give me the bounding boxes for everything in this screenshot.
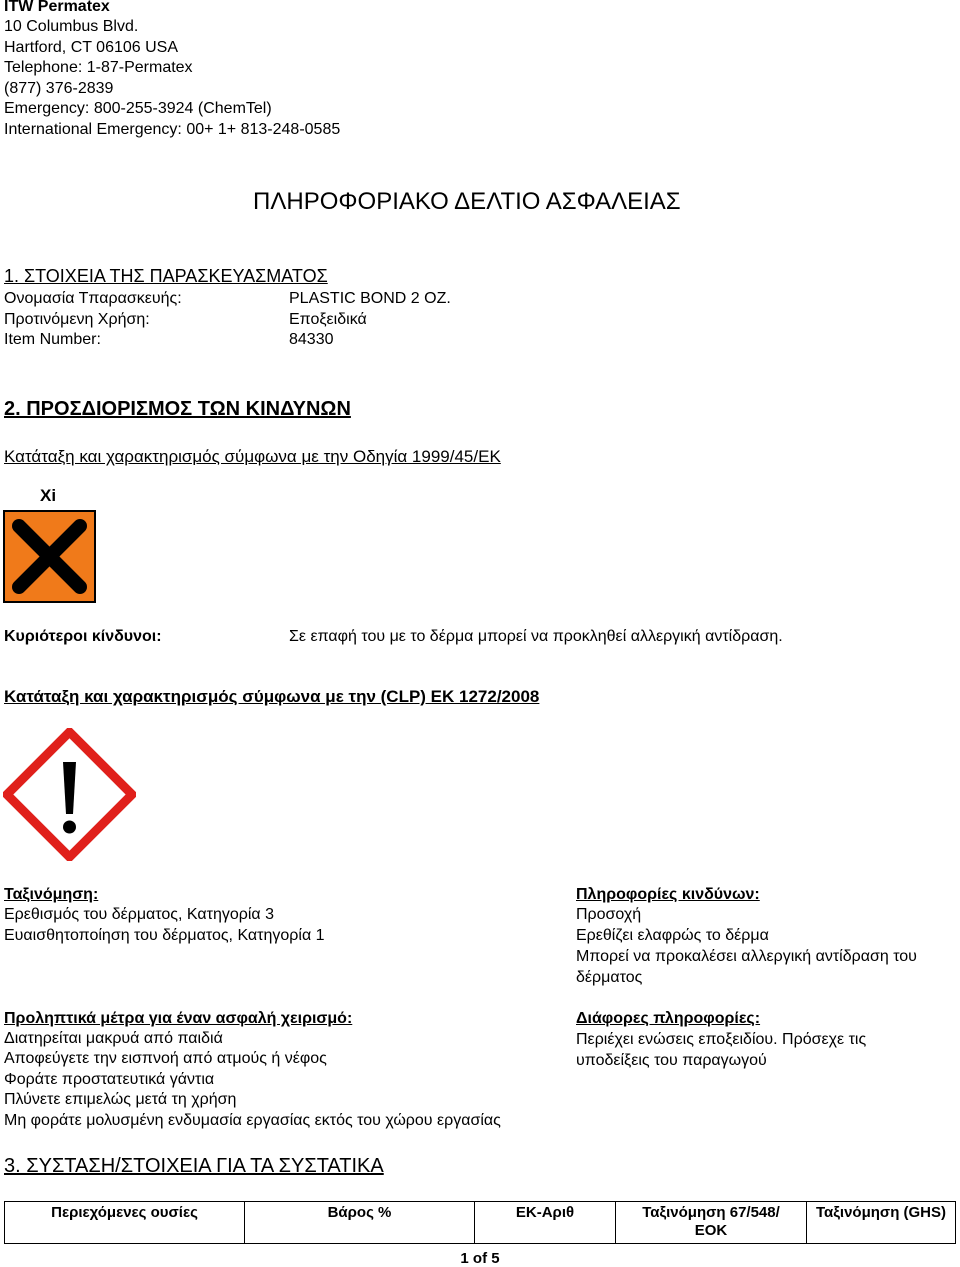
composition-table	[4, 1201, 956, 1244]
precaution-item: Πλύνετε επιμελώς μετά τη χρήση	[4, 1091, 237, 1108]
item-number-label: Item Number:	[4, 331, 101, 348]
classification-item: Ερεθισμός του δέρματος, Κατηγορία 3	[4, 906, 274, 923]
hazard-info-item: Προσοχή	[576, 906, 642, 923]
hazard-info-item: Ερεθίζει ελαφρώς το δέρμα	[576, 927, 769, 944]
precaution-item: Μη φοράτε μολυσμένη ενδυμασία εργασίας εκτός του χώρου εργασίας	[4, 1112, 501, 1129]
section2-heading: 2. ΠΡΟΣΔΙΟΡΙΣΜΟΣ ΤΩΝ ΚΙΝΔΥΝΩΝ	[4, 398, 351, 420]
column-header: Ταξινόμηση 67/548/ΕΟΚ	[616, 1202, 807, 1244]
other-info-text: Περιέχει ενώσεις εποξειδίου. Πρόσεχε τις υποδείξεις του παραγωγού	[576, 1031, 867, 1069]
column-header: Ταξινόμηση (GHS)	[807, 1202, 956, 1244]
company-international-emergency: International Emergency: 00+ 1+ 813-248-0585	[4, 121, 341, 138]
hazard-info-title: Πληροφορίες κινδύνων:	[576, 886, 760, 903]
xi-symbol-label: Xi	[40, 486, 57, 505]
precaution-item: Αποφεύγετε την εισπνοή από ατμούς ή νέφος	[4, 1050, 327, 1067]
product-name-value: PLASTIC BOND 2 OZ.	[289, 290, 451, 307]
directive-heading: Κατάταξη και χαρακτηρισμός σύμφωνα με την Οδηγία 1999/45/ΕΚ	[4, 447, 501, 466]
precaution-item: Διατηρείται μακρυά από παιδιά	[4, 1030, 223, 1047]
section1-heading: 1. ΣΤΟΙΧΕΙΑ ΤΗΣ ΠΑΡΑΣΚΕΥΑΣΜΑΤΟΣ	[4, 266, 328, 286]
ghs-exclamation-icon	[3, 728, 136, 861]
company-emergency: Emergency: 800-255-3924 (ChemTel)	[4, 100, 272, 117]
xi-hazard-icon	[3, 510, 96, 603]
document-title: ΠΛΗΡΟΦΟΡΙΑΚΟ ΔΕΛΤΙΟ ΑΣΦΑΛΕΙΑΣ	[253, 188, 681, 215]
hazard-info-item: Μπορεί να προκαλέσει αλλεργική αντίδραση του δέρματος	[576, 948, 917, 986]
company-street: 10 Columbus Blvd.	[4, 18, 139, 35]
main-hazards-label: Κυριότεροι κίνδυνοι:	[4, 628, 162, 645]
company-telephone: Telephone: 1-87-Permatex	[4, 59, 193, 76]
intended-use-label: Προτινόμενη Χρήση:	[4, 311, 150, 328]
table-header-row	[5, 1202, 956, 1244]
item-number-value: 84330	[289, 331, 334, 348]
classification-title: Ταξινόμηση:	[4, 886, 99, 903]
page-number: 1 of 5	[460, 1250, 500, 1267]
precautions-title: Προληπτικά μέτρα για έναν ασφαλή χειρισμό:	[4, 1010, 353, 1027]
column-header: ΕΚ-Αριθ	[475, 1202, 616, 1244]
other-info-title: Διάφορες πληροφορίες:	[576, 1010, 761, 1027]
company-phone-alt: (877) 376-2839	[4, 80, 114, 97]
main-hazards-value: Σε επαφή του με το δέρμα μπορεί να προκληθεί αλλεργική αντίδραση.	[289, 628, 783, 645]
intended-use-value: Εποξειδικά	[289, 311, 367, 328]
column-header: Βάρος %	[245, 1202, 475, 1244]
column-header: Περιεχόμενες ουσίες	[5, 1202, 245, 1244]
precaution-item: Φοράτε προστατευτικά γάντια	[4, 1071, 215, 1088]
product-name-label: Ονομασία Τπαρασκευής:	[4, 290, 182, 307]
company-city: Hartford, CT 06106 USA	[4, 39, 179, 56]
section3-heading: 3. ΣΥΣΤΑΣΗ/ΣΤΟΙΧΕΙΑ ΓΙΑ ΤΑ ΣΥΣΤΑΤΙΚΑ	[4, 1155, 384, 1177]
classification-item: Ευαισθητοποίηση του δέρματος, Κατηγορία 1	[4, 927, 325, 944]
clp-heading: Κατάταξη και χαρακτηρισμός σύμφωνα με την (CLP) ΕΚ 1272/2008	[4, 687, 540, 706]
company-name: ITW Permatex	[4, 0, 110, 15]
